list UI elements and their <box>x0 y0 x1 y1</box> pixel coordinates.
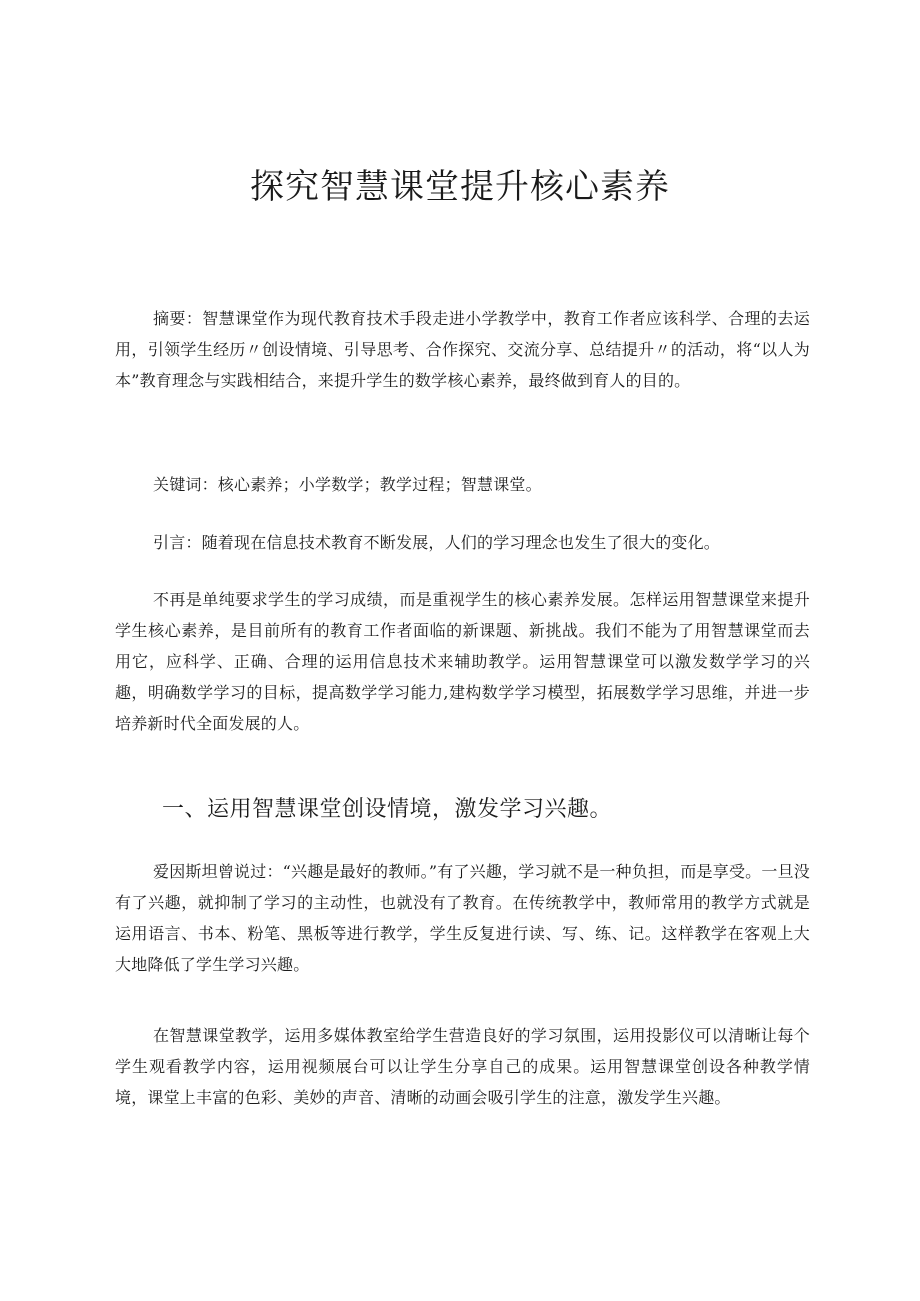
body-paragraph: 爱因斯坦曾说过：“兴趣是最好的教师。”有了兴趣，学习就不是一种负担，而是享受。一旦没有了兴趣，就抑制了学习的主动性，也就没有了教育。在传统教学中，教师常用的教学方式就是运用语言、书本、粉笔、黑板等进行教学，学生反复进行读、写、练、记。这样教学在客观上大大地降低了学生学习兴趣。 <box>115 862 810 974</box>
section-heading: 一、运用智慧课堂创设情境，激发学习兴趣。 <box>162 797 613 822</box>
body-paragraph: 不再是单纯要求学生的学习成绩，而是重视学生的核心素养发展。怎样运用智慧课堂来提升学生核心素养，是目前所有的教育工作者面临的新课题、新挑战。我们不能为了用智慧课堂而去用它，应科学、正确、合理的运用信息技术来辅助教学。运用智慧课堂可以激发数学学习的兴趣，明确数学学习的目标，提高数学学习能力,建构数学学习模型，拓展数学学习思维，并进一步培养新时代全面发展的人。 <box>115 590 810 733</box>
body-paragraph: 在智慧课堂教学，运用多媒体教室给学生营造良好的学习氛围，运用投影仪可以清晰让每个学生观看教学内容，运用视频展台可以让学生分享自己的成果。运用智慧课堂创设各种教学情境，课堂上丰富的色彩、美妙的声音、清晰的动画会吸引学生的注意，激发学生兴趣。 <box>115 1026 810 1107</box>
abstract-paragraph: 摘要：智慧课堂作为现代教育技术手段走进小学教学中，教育工作者应该科学、合理的去运用，引领学生经历〃创设情境、引导思考、合作探究、交流分享、总结提升〃的活动，将“以人为本”教育理念与实践相结合，来提升学生的数学核心素养，最终做到育人的目的。 <box>115 309 810 390</box>
keywords-paragraph: 关键词：核心素养；小学数学；教学过程；智慧课堂。 <box>153 475 542 494</box>
introduction-paragraph: 引言：随着现在信息技术教育不断发展，人们的学习理念也发生了很大的变化。 <box>153 533 721 552</box>
document-title: 探究智慧课堂提升核心素养 <box>250 167 670 207</box>
